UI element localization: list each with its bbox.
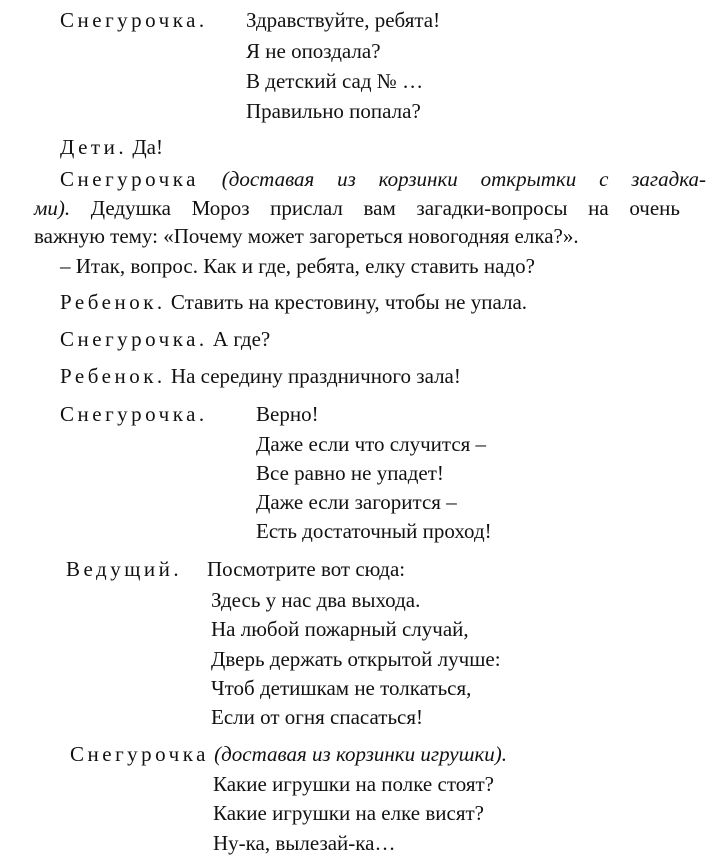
verse-line: Какие игрушки на полке стоят? bbox=[213, 772, 494, 796]
replica-text: На середину праздничного зала! bbox=[170, 364, 461, 388]
verse-line: Если от огня спасаться! bbox=[211, 705, 423, 729]
verse-line: Даже если что случится – bbox=[256, 432, 487, 456]
speaker-child: Ребенок. bbox=[60, 290, 166, 314]
replica-text: – Итак, вопрос. Как и где, ребята, елку ставить надо? bbox=[60, 254, 535, 278]
verse-line: Ну-ка, вылезай-ка… bbox=[213, 831, 396, 855]
replica-child bbox=[60, 366, 461, 387]
stage-direction: (доставая из корзинки открытки с загадка- bbox=[221, 167, 707, 191]
verse-line: Есть достаточный проход! bbox=[256, 519, 492, 543]
verse-line: Посмотрите вот сюда: bbox=[207, 557, 406, 581]
speaker-snegurochka: Снегурочка. bbox=[60, 8, 208, 32]
stage-direction: ми). bbox=[34, 196, 71, 220]
replica-text: важную тему: «Почему может загореться новогодняя елка?». bbox=[34, 224, 579, 248]
replica-snegurochka bbox=[70, 744, 507, 765]
verse-line: В детский сад № … bbox=[246, 69, 424, 93]
verse-line: Дверь держать открытой лучше: bbox=[211, 647, 501, 671]
replica-snegurochka-line-1 bbox=[60, 169, 706, 190]
verse-line: Чтоб детишкам не толкаться, bbox=[211, 676, 472, 700]
verse-line: Здравствуйте, ребята! bbox=[246, 8, 441, 32]
replica-text: Да! bbox=[132, 135, 163, 159]
speaker-snegurochka: Снегурочка. bbox=[60, 327, 208, 351]
verse-line: Здесь у нас два выхода. bbox=[211, 588, 421, 612]
verse-line: Все равно не упадет! bbox=[256, 461, 444, 485]
speaker-snegurochka: Снегурочка bbox=[60, 167, 199, 191]
stage-direction: (доставая из корзинки игрушки). bbox=[214, 742, 508, 766]
speaker-child: Ребенок. bbox=[60, 364, 166, 388]
verse-line: Правильно попала? bbox=[246, 99, 421, 123]
verse-line: Верно! bbox=[256, 402, 319, 426]
replica-children bbox=[60, 137, 163, 158]
speaker-snegurochka: Снегурочка. bbox=[60, 402, 208, 426]
verse-line: Какие игрушки на елке висят? bbox=[213, 801, 484, 825]
replica-snegurochka-line-2 bbox=[34, 198, 680, 219]
verse-line: На любой пожарный случай, bbox=[211, 617, 469, 641]
speaker-host: Ведущий. bbox=[66, 557, 183, 581]
replica-child bbox=[60, 292, 527, 313]
verse-line: Даже если загорится – bbox=[256, 490, 457, 514]
replica-snegurochka bbox=[60, 329, 270, 350]
speaker-children: Дети. bbox=[60, 135, 128, 159]
verse-line: Я не опоздала? bbox=[246, 39, 381, 63]
replica-text: Ставить на крестовину, чтобы не упала. bbox=[170, 290, 528, 314]
replica-text: А где? bbox=[212, 327, 271, 351]
speaker-snegurochka: Снегурочка bbox=[70, 742, 209, 766]
replica-text: Дедушка Мороз прислал вам загадки-вопросы на очень bbox=[90, 196, 680, 220]
